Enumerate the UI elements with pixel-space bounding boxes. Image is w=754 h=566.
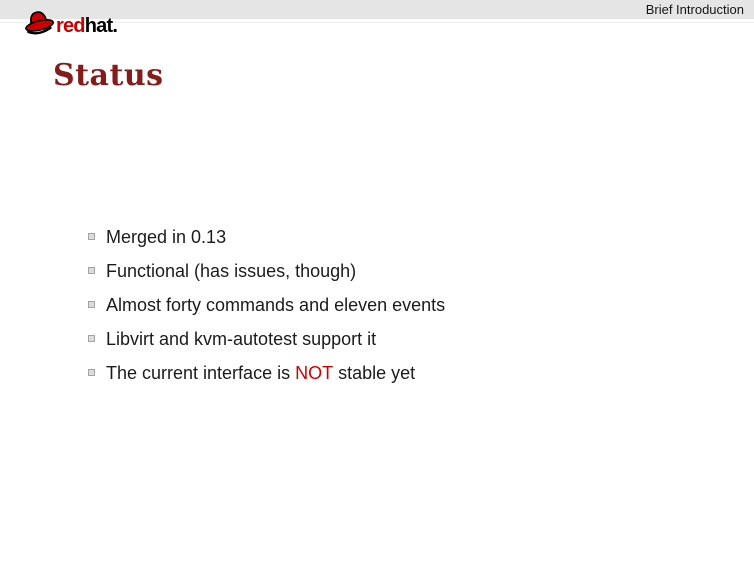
redhat-logo (22, 6, 117, 39)
square-bullet-icon (88, 233, 95, 240)
bullet-text: The current interface is (106, 362, 296, 383)
square-bullet-icon (88, 301, 95, 308)
slide-title: Status (53, 58, 164, 93)
list-item (88, 220, 445, 254)
square-bullet-icon (88, 369, 95, 376)
bullet-list (88, 220, 445, 390)
bullet-text: Merged in 0.13 (106, 226, 227, 247)
square-bullet-icon (88, 335, 95, 342)
list-item (88, 322, 445, 356)
list-item (88, 254, 445, 288)
logo-text-hat: hat. (84, 15, 118, 37)
square-bullet-icon (88, 267, 95, 274)
bullet-text: Functional (has issues, though) (106, 260, 357, 281)
list-item (88, 356, 445, 390)
section-title: Brief Introduction (645, 2, 744, 17)
redhat-logo-text (56, 16, 117, 39)
bullet-highlight: NOT (295, 362, 334, 383)
bullet-text-post: stable yet (333, 362, 416, 383)
list-item (88, 288, 445, 322)
bullet-text: Libvirt and kvm-autotest support it (106, 328, 377, 349)
bullet-text: Almost forty commands and eleven events (106, 294, 446, 315)
redhat-fedora-icon (22, 6, 56, 39)
logo-text-red: red (56, 15, 85, 37)
